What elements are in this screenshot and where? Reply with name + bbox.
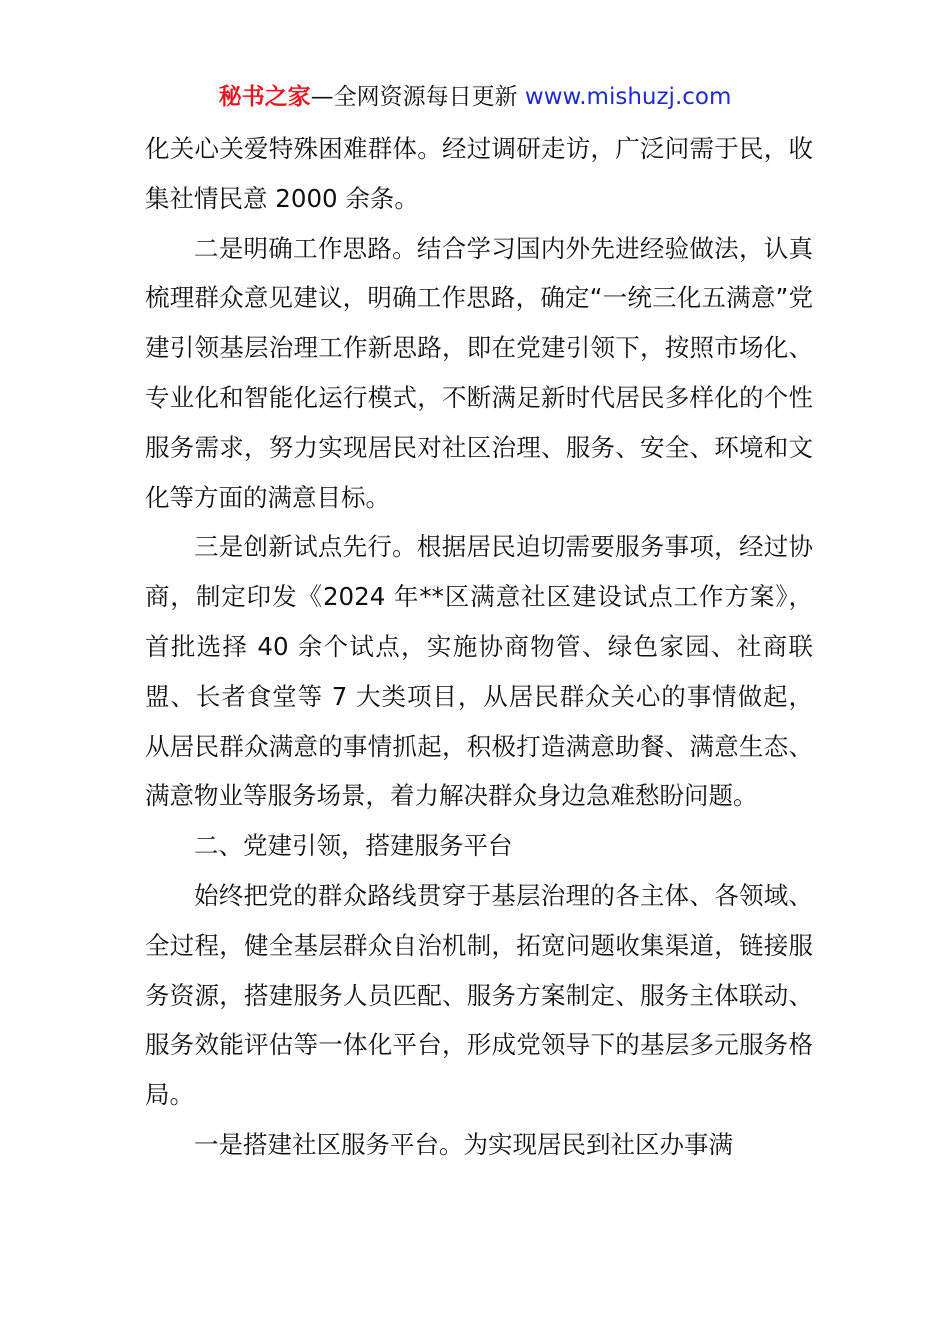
header-tagline: —全网资源每日更新 — [310, 84, 525, 110]
site-url-link[interactable]: www.mishuzj.com — [524, 84, 732, 110]
document-body — [145, 124, 813, 1170]
site-header — [0, 80, 950, 114]
section-heading: 二、党建引领，搭建服务平台 — [194, 831, 513, 861]
paragraph-mass-line: 始终把党的群众路线贯穿于基层治理的各主体、各领域、全过程，健全基层群众自治机制，拓宽问题收集渠道，链接服务资源，搭建服务人员匹配、服务方案制定、服务主体联动、服务效能评估等一体化平台，形成党领导下的基层多元服务格局。 — [145, 880, 813, 1110]
paragraph-pilot: 三是创新试点先行。根据居民迫切需要服务事项，经过协商，制定印发《2024 年**区满意社区建设试点工作方案》，首批选择 40 余个试点，实施协商物管、绿色家园、社商联盟、长者食堂等 7 大类项目，从居民群众关心的事情做起，从居民群众满意的事情抓起，积极打造满意助餐、满意生态、满意物业等服务场景，着力解决群众身边急难愁盼问题。 — [145, 532, 813, 811]
paragraph-work-ideas: 二是明确工作思路。结合学习国内外先进经验做法，认真梳理群众意见建议，明确工作思路，确定“一统三化五满意”党建引领基层治理工作新思路，即在党建引领下，按照市场化、专业化和智能化运行模式，不断满足新时代居民多样化的个性服务需求，努力实现居民对社区治理、服务、安全、环境和文化等方面的满意目标。 — [145, 233, 813, 512]
brand-name: 秘书之家 — [218, 84, 311, 110]
paragraph-continuation: 化关心关爱特殊困难群体。经过调研走访，广泛问需于民，收集社情民意 2000 余条。 — [145, 134, 813, 213]
paragraph-service-platform: 一是搭建社区服务平台。为实现居民到社区办事满 — [194, 1129, 733, 1159]
